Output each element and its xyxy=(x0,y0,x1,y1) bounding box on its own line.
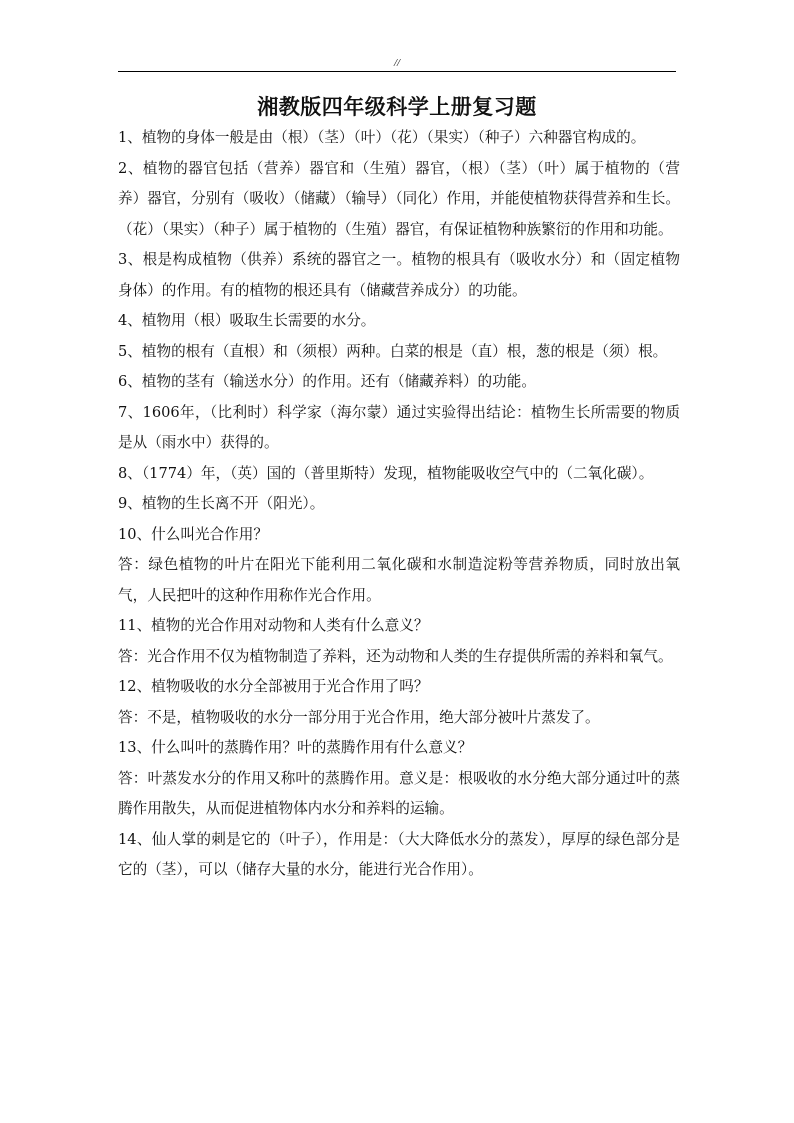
paragraph-6: 6、植物的茎有（输送水分）的作用。还有（储藏养料）的功能。 xyxy=(118,373,536,390)
paragraph-1: 1、植物的身体一般是由（根）（茎）（叶）（花）（果实）（种子）六种器官构成的。 xyxy=(118,129,646,146)
paragraph-4: 4、植物用（根）吸取生长需要的水分。 xyxy=(118,312,376,329)
paragraph-2: 2、植物的器官包括（营养）器官和（生殖）器官，（根）（茎）（叶）属于植物的（营养）器官，分别有（吸收）（储藏）（输导）（同化）作用，并能使植物获得营养和生长。（花）（果实）（种子）属于植物的（生殖）器官，有保证植物种族繁衍的作用和功能。 xyxy=(118,159,680,238)
paragraph-14: 14、仙人掌的刺是它的（叶子），作用是：（大大降低水分的蒸发），厚厚的绿色部分是它的（茎），可以（储存大量的水分，能进行光合作用）。 xyxy=(118,830,680,878)
paragraph-8: 8、（1774）年，（英）国的（普里斯特）发现，植物能吸收空气中的（二氧化碳）。 xyxy=(118,464,654,482)
paragraph-9: 9、植物的生长离不开（阳光）。 xyxy=(118,495,325,512)
paragraph-7: 7、1606年，（比利时）科学家（海尔蒙）通过实验得出结论：植物生长所需要的物质是从（雨水中）获得的。 xyxy=(118,403,680,451)
answer-11: 答：光合作用不仅为植物制造了养料，还为动物和人类的生存提供所需的养料和氧气。 xyxy=(118,647,673,665)
document-body xyxy=(118,123,680,886)
question-13: 13、什么叫叶的蒸腾作用？叶的蒸腾作用有什么意义？ xyxy=(118,739,473,756)
paragraph-5: 5、植物的根有（直根）和（须根）两种。白菜的根是（直）根，葱的根是（须）根。 xyxy=(118,342,668,360)
answer-13: 答：叶蒸发水分的作用又称叶的蒸腾作用。意义是：根吸收的水分绝大部分通过叶的蒸腾作用散失，从而促进植物体内水分和养料的运输。 xyxy=(118,769,680,817)
paragraph-3: 3、根是构成植物（供养）系统的器官之一。植物的根具有（吸收水分）和（固定植物身体）的作用。有的植物的根还具有（储藏营养成分）的功能。 xyxy=(118,251,680,299)
question-12: 12、植物吸收的水分全部被用于光合作用了吗？ xyxy=(118,678,429,695)
document-title: 湘教版四年级科学上册复习题 xyxy=(257,95,537,119)
question-10: 10、什么叫光合作用？ xyxy=(118,525,268,543)
header-divider xyxy=(118,71,676,72)
page-header-mark: // xyxy=(393,57,401,69)
question-11: 11、植物的光合作用对动物和人类有什么意义？ xyxy=(118,617,429,634)
answer-12: 答：不是，植物吸收的水分一部分用于光合作用，绝大部分被叶片蒸发了。 xyxy=(118,708,600,726)
answer-10: 答：绿色植物的叶片在阳光下能利用二氧化碳和水制造淀粉等营养物质，同时放出氧气，人民把叶的这种作用称作光合作用。 xyxy=(118,556,680,604)
